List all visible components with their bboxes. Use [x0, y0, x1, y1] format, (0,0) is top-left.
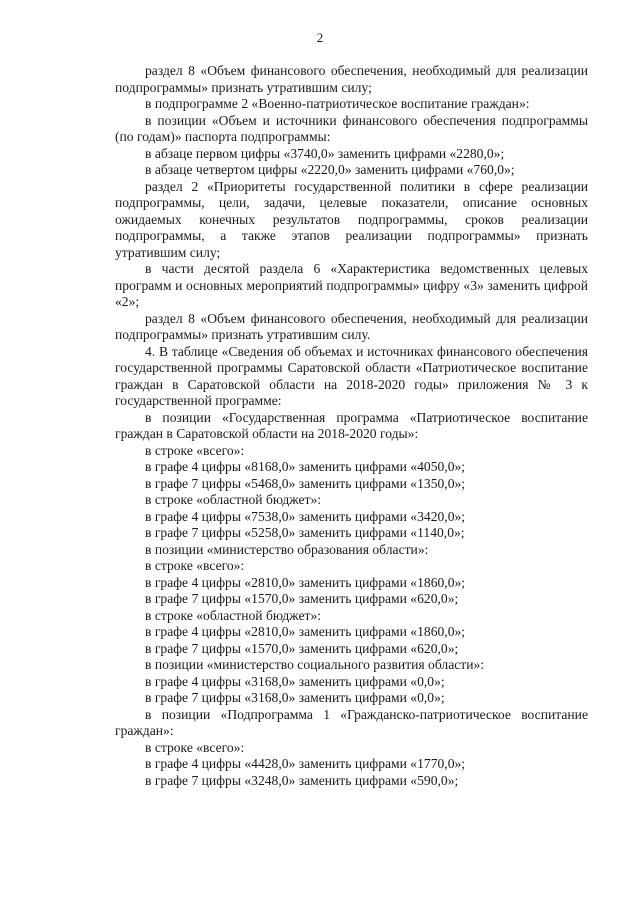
paragraph: в графе 4 цифры «2810,0» заменить цифрами «1860,0»; [145, 624, 466, 639]
paragraph: в подпрограмме 2 «Военно-патриотическое воспитание граждан»: [145, 96, 530, 111]
paragraph: в графе 4 цифры «8168,0» заменить цифрами «4050,0»; [145, 459, 466, 474]
paragraph: в графе 7 цифры «3168,0» заменить цифрами «0,0»; [145, 690, 445, 705]
paragraph: раздел 2 «Приоритеты государственной политики в сфере реализации подпрограммы, цели, задачи, целевые показатели, описание основных ожидаемых конечных результатов подпрограммы, сроков реализации подпрограммы, а также этапов реализации подпрограммы» признать утратившим силу; [115, 178, 588, 260]
page-number: 2 [316, 30, 324, 45]
paragraph: раздел 8 «Объем финансового обеспечения, необходимый для реализации подпрограммы» признать утратившим силу. [115, 310, 588, 342]
paragraph: в строке «областной бюджет»: [145, 607, 322, 623]
paragraph: в графе 4 цифры «3168,0» заменить цифрами «0,0»; [145, 673, 445, 689]
paragraph: в позиции «министерство образования области»: [145, 541, 429, 557]
paragraph: в строке «всего»: [145, 442, 245, 458]
paragraph: в позиции «министерство социального развития области»: [145, 657, 485, 672]
paragraph: в графе 7 цифры «5468,0» заменить цифрами «1350,0»; [145, 475, 466, 491]
paragraph: в графе 4 цифры «4428,0» заменить цифрами «1770,0»; [145, 756, 466, 771]
paragraph: в строке «всего»: [145, 558, 245, 573]
paragraph: раздел 8 «Объем финансового обеспечения, необходимый для реализации подпрограммы» признать утратившим силу; [115, 63, 588, 95]
paragraph: в графе 7 цифры «5258,0» заменить цифрами «1140,0»; [145, 525, 465, 540]
paragraph: в позиции «Подпрограмма 1 «Гражданско-патриотическое воспитание граждан»: [115, 706, 588, 738]
paragraph: 4. В таблице «Сведения об объемах и источниках финансового обеспечения государственной программы Саратовской области «Патриотическое воспитание граждан в Саратовской области на 2018-2020 годы» приложения № 3 к государственной программе: [115, 343, 588, 408]
paragraph: в части десятой раздела 6 «Характеристика ведомственных целевых программ и основных мероприятий подпрограммы» цифру «3» заменить цифрой «2»; [115, 261, 588, 309]
paragraph: в строке «областной бюджет»: [145, 492, 322, 507]
paragraph: в абзаце четвертом цифры «2220,0» заменить цифрами «760,0»; [145, 162, 515, 177]
paragraph: в графе 7 цифры «3248,0» заменить цифрами «590,0»; [145, 772, 459, 788]
paragraph: в графе 7 цифры «1570,0» заменить цифрами «620,0»; [145, 591, 459, 606]
paragraph: в строке «всего»: [145, 739, 245, 755]
paragraph: в позиции «Государственная программа «Патриотическое воспитание граждан в Саратовской области на 2018-2020 годы»: [115, 409, 588, 441]
paragraph: в графе 4 цифры «7538,0» заменить цифрами «3420,0»; [145, 508, 466, 524]
paragraph: в позиции «Объем и источники финансового обеспечения подпрограммы (по годам)» паспорта подпрограммы: [115, 112, 588, 144]
document-body [115, 63, 588, 789]
paragraph: в абзаце первом цифры «3740,0» заменить цифрами «2280,0»; [145, 145, 505, 161]
paragraph: в графе 7 цифры «1570,0» заменить цифрами «620,0»; [145, 640, 459, 656]
paragraph: в графе 4 цифры «2810,0» заменить цифрами «1860,0»; [145, 574, 466, 590]
